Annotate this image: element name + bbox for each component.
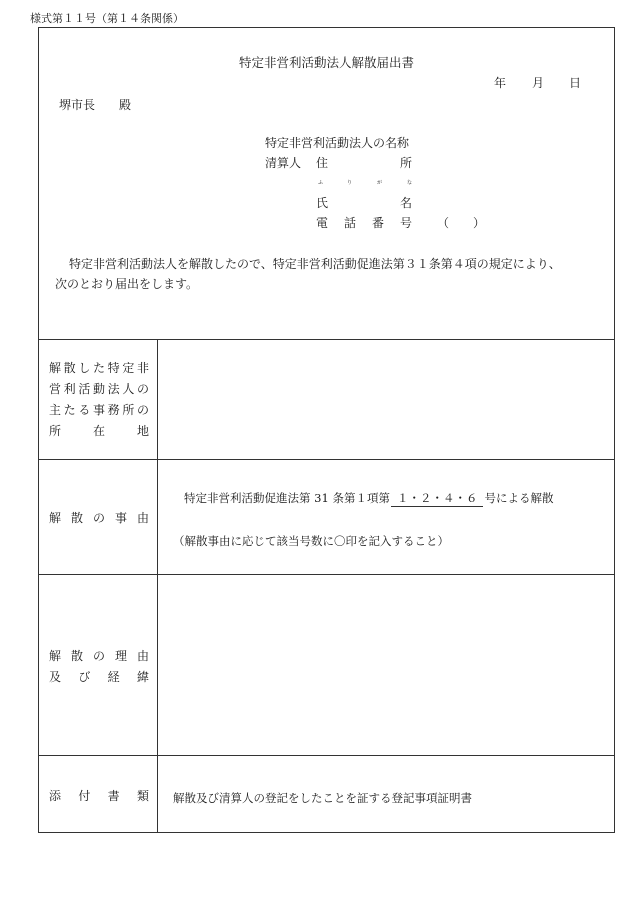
column-divider <box>157 339 158 832</box>
statement-line-2: 次のとおり届出をします。 <box>55 277 199 291</box>
furigana-1: ふ <box>318 180 324 186</box>
furigana-4: な <box>407 180 413 186</box>
phone-label-1: 電 <box>316 216 329 230</box>
phone-parens: （ ） <box>437 216 486 230</box>
date-day: 日 <box>569 76 582 90</box>
reason-history-field[interactable] <box>159 575 614 754</box>
name-label-1: 氏 <box>316 196 329 210</box>
office-location-label: 解散した特定非 営利活動法人の 主たる事務所の 所在地 <box>49 361 149 438</box>
dissolution-grounds-text: 特定非営利活動促進法第 31 条第１項第 １・２・４・６ 号による解散 <box>184 491 554 505</box>
furigana-2: り <box>347 180 353 186</box>
corp-name-label: 特定非営利活動法人の名称 <box>265 136 410 150</box>
dissolution-grounds-label: 解散の事由 <box>49 511 149 525</box>
phone-label-4: 号 <box>400 216 413 230</box>
dissolution-grounds-note: （解散事由に応じて該当号数に〇印を記入すること） <box>173 534 449 548</box>
article-numbers[interactable]: １・２・４・６ <box>391 490 484 507</box>
address-label-1: 住 <box>316 156 329 170</box>
name-label-2: 名 <box>400 196 413 210</box>
date-year: 年 <box>494 76 507 90</box>
statement-line-1: 特定非営利活動法人を解散したので、特定非営利活動促進法第３１条第４項の規定により、 <box>69 257 561 271</box>
form-frame <box>38 27 615 833</box>
date-month: 月 <box>532 76 545 90</box>
furigana-3: が <box>377 180 383 186</box>
attachments-label: 添付書類 <box>49 789 149 803</box>
liquidator-label: 清算人 <box>265 156 302 170</box>
address-label-2: 所 <box>400 156 413 170</box>
form-number: 様式第１１号（第１４条関係） <box>30 12 184 25</box>
phone-label-2: 話 <box>344 216 357 230</box>
phone-label-3: 番 <box>372 216 385 230</box>
divider <box>39 459 614 460</box>
reason-history-label: 解散の理由 及び経緯 <box>49 649 149 684</box>
form-title: 特定非営利活動法人解散届出書 <box>238 55 414 70</box>
divider <box>39 755 614 756</box>
attachments-text: 解散及び清算人の登記をしたことを証する登記事項証明書 <box>173 791 472 805</box>
addressee: 堺市長 殿 <box>59 98 132 112</box>
office-location-field[interactable] <box>159 340 614 458</box>
